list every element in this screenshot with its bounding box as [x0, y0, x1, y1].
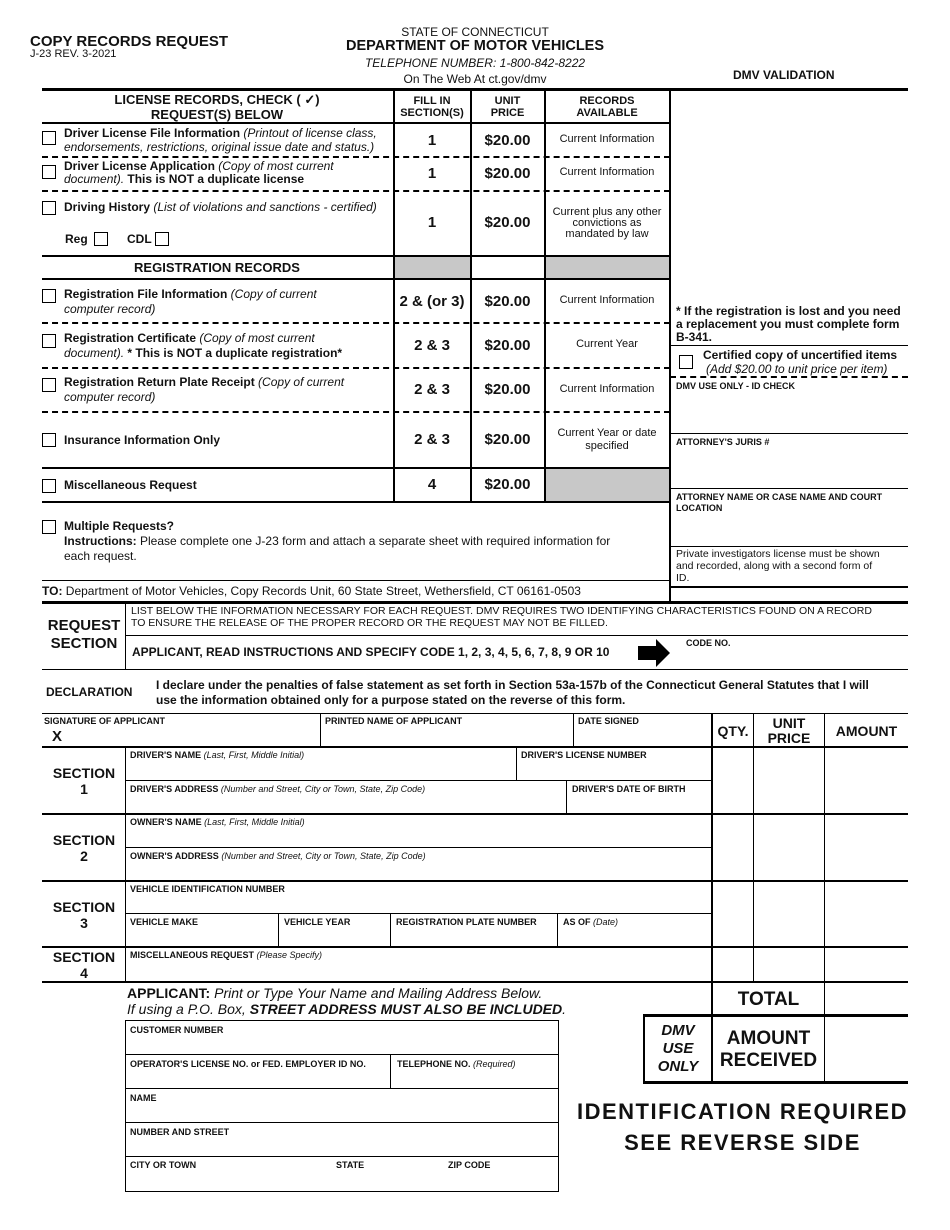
drivers-name-label: DRIVER'S NAME (Last, First, Middle Initial) [130, 750, 305, 760]
printed-name-label: PRINTED NAME OF APPLICANT [325, 716, 463, 726]
state-label[interactable]: STATE [336, 1160, 365, 1170]
owners-name-label: OWNER'S NAME (Last, First, Middle Initial) [130, 817, 305, 827]
section-rule [42, 813, 908, 815]
col-header-license: LICENSE RECORDS, CHECK ( ✓) REQUEST(S) BELOW [114, 92, 320, 122]
state-name: STATE OF CONNECTICUT [401, 25, 549, 39]
request-mid-rule [126, 635, 908, 636]
row-divider [42, 156, 670, 158]
field-rule [125, 1122, 559, 1123]
amount-received-label: AMOUNT RECEIVED [719, 1028, 818, 1071]
vin-label: VEHICLE IDENTIFICATION NUMBER [130, 884, 285, 894]
sig-divider [573, 713, 574, 746]
row-divider [42, 322, 670, 324]
certified-copy-label: Certified copy of uncertified items [703, 348, 898, 362]
col-header-fill-in: FILL IN SECTION(S) [400, 95, 464, 119]
total-label: TOTAL [737, 989, 800, 1010]
history-section: 1 [427, 214, 437, 231]
field-divider [390, 913, 391, 947]
misc-price: $20.00 [484, 476, 531, 493]
field-rule [125, 1156, 559, 1157]
dl-file-price: $20.00 [484, 132, 531, 149]
drivers-license-label: DRIVER'S LICENSE NUMBER [521, 750, 647, 760]
return-plate-price: $20.00 [484, 381, 531, 398]
field-rule [125, 1054, 559, 1055]
field-rule [126, 780, 711, 781]
dmv-use-only-label: DMV USE ONLY [657, 1022, 699, 1075]
drivers-dob-label: DRIVER'S DATE OF BIRTH [572, 784, 686, 794]
panel-rule [670, 488, 908, 489]
attorney-name-label: ATTORNEY NAME OR CASE NAME AND COURT LOCATION [676, 492, 883, 513]
declaration-text: I declare under the penalties of false statement as set forth in Section 53a-157b of the Connecticut General Statutes that I will use the information obtained only for a purpose stated on the reverse of this form. [156, 678, 869, 707]
pi-note: Private investigators license must be shown and recorded, along with a second form of ID. [676, 548, 880, 584]
dl-file-label: Driver License File Information (Printout of license class, endorsements, restrictions, original issue date and status.) [64, 126, 377, 154]
row-divider [42, 190, 670, 192]
unit-price-header: UNIT PRICE [767, 715, 811, 746]
request-list-note: LIST BELOW THE INFORMATION NECESSARY FOR EACH REQUEST. DMV REQUIRES TWO IDENTIFYING CHARACTERISTICS FOUND ON A RECORD TO ENSURE THE RELEASE OF THE PROPER RECORD OR THE REQUEST MAY NOT BE FILLED. [131, 605, 872, 629]
reg-file-available: Current Information [559, 294, 655, 306]
name-label[interactable]: NAME [130, 1093, 157, 1103]
to-line-rule [42, 580, 670, 581]
reg-cert-available: Current Year [576, 338, 638, 350]
date-signed-label: DATE SIGNED [578, 716, 639, 726]
totals-col [824, 713, 825, 1082]
header-rule [42, 122, 670, 124]
dl-file-checkbox[interactable] [42, 131, 56, 145]
totals-col [711, 713, 713, 1082]
form-revision: J-23 REV. 3-2021 [30, 48, 117, 60]
reg-file-label: Registration File Information (Copy of current computer record) [64, 287, 317, 316]
street-label[interactable]: NUMBER AND STREET [130, 1127, 230, 1137]
to-address: TO: Department of Motor Vehicles, Copy Records Unit, 60 State Street, Wethersfield, CT 06161-0503 [42, 584, 581, 598]
declaration-label: DECLARATION [46, 685, 133, 699]
field-rule [126, 913, 711, 914]
insurance-label: Insurance Information Only [64, 433, 221, 447]
history-cdl-checkbox[interactable] [155, 232, 169, 246]
registration-records-heading: REGISTRATION RECORDS [134, 260, 300, 275]
reg-file-section: 2 & (or 3) [399, 293, 465, 310]
panel-rule [670, 433, 908, 434]
return-plate-label: Registration Return Plate Receipt (Copy of current computer record) [64, 375, 345, 404]
dl-app-price: $20.00 [484, 165, 531, 182]
attorney-juris-label: ATTORNEY'S JURIS # [676, 437, 770, 447]
misc-checkbox[interactable] [42, 479, 56, 493]
zip-label[interactable]: ZIP CODE [448, 1160, 491, 1170]
history-price: $20.00 [484, 214, 531, 231]
owners-address-label: OWNER'S ADDRESS (Number and Street, City or Town, State, Zip Code) [130, 851, 426, 861]
reg-file-price: $20.00 [484, 293, 531, 310]
top-rule [42, 88, 908, 91]
vehicle-make-label: VEHICLE MAKE [130, 917, 199, 927]
return-plate-available: Current Information [559, 383, 655, 395]
misc-section: 4 [427, 476, 437, 493]
form-title: COPY RECORDS REQUEST [30, 33, 229, 50]
dl-file-available: Current Information [559, 133, 655, 145]
gray-cell [546, 257, 669, 278]
request-top-rule [42, 601, 908, 604]
section-4-label: SECTION 4 [52, 949, 116, 981]
reg-cert-price: $20.00 [484, 337, 531, 354]
section-rule [42, 946, 908, 948]
vehicle-year-label: VEHICLE YEAR [284, 917, 351, 927]
signature-top-rule [42, 713, 908, 714]
dl-file-section: 1 [427, 132, 437, 149]
field-divider [566, 780, 567, 813]
col-header-records-available: RECORDS AVAILABLE [576, 95, 638, 119]
section-3-label: SECTION 3 [52, 899, 116, 931]
applicant-instructions: APPLICANT, READ INSTRUCTIONS AND SPECIFY CODE 1, 2, 3, 4, 5, 6, 7, 8, 9 OR 10 [132, 645, 610, 659]
history-label: Driving History (List of violations and sanctions - certified) [64, 200, 377, 214]
field-rule [126, 847, 711, 848]
panel-bottom-rule [670, 586, 908, 588]
row-divider [42, 367, 670, 369]
signature-bottom-rule [42, 746, 908, 748]
city-label[interactable]: CITY OR TOWN [130, 1160, 197, 1170]
section-rule [42, 880, 908, 882]
misc-label: Miscellaneous Request [64, 478, 197, 492]
history-reg-checkbox[interactable] [94, 232, 108, 246]
return-plate-section: 2 & 3 [414, 381, 450, 398]
panel-rule [670, 376, 908, 378]
dl-app-section: 1 [427, 165, 437, 182]
misc-request-label: MISCELLANEOUS REQUEST (Please Specify) [130, 950, 323, 960]
history-reg-label: Reg [65, 232, 88, 246]
field-divider [516, 747, 517, 781]
section-2-label: SECTION 2 [52, 832, 116, 864]
certified-copy-checkbox[interactable] [679, 355, 693, 369]
row-divider [42, 411, 670, 413]
history-cdl-label: CDL [127, 232, 152, 246]
multiple-requests-checkbox[interactable] [42, 520, 56, 534]
code-no-label: CODE NO. [686, 638, 731, 648]
applicant-heading: APPLICANT: Print or Type Your Name and Mailing Address Below. If using a P.O. Box, STREET ADDRESS MUST ALSO BE INCLUDED. [127, 985, 567, 1017]
request-bottom-rule [42, 669, 908, 670]
dl-app-checkbox[interactable] [42, 165, 56, 179]
field-divider [557, 913, 558, 947]
as-of-label: AS OF (Date) [563, 917, 619, 927]
customer-number-label[interactable]: CUSTOMER NUMBER [130, 1025, 224, 1035]
gray-cell [546, 469, 669, 501]
totals-col [753, 713, 754, 982]
identification-required: IDENTIFICATION REQUIRED SEE REVERSE SIDE [576, 1099, 909, 1155]
dmv-validation-label: DMV VALIDATION [733, 68, 835, 82]
row-divider [42, 278, 670, 280]
panel-rule [670, 345, 908, 346]
multiple-requests-block: Multiple Requests? Instructions: Please complete one J-23 form and attach a separate sheet with required information for each request. [64, 519, 611, 563]
dl-app-available: Current Information [559, 166, 655, 178]
drivers-address-label: DRIVER'S ADDRESS (Number and Street, City or Town, State, Zip Code) [130, 784, 426, 794]
insurance-checkbox[interactable] [42, 433, 56, 447]
history-available: Current plus any other convictions as mandated by law [552, 206, 662, 240]
reg-file-checkbox[interactable] [42, 289, 56, 303]
lost-registration-note: * If the registration is lost and you need a replacement you must complete form B-341. [676, 304, 901, 344]
signature-x: X [52, 728, 63, 745]
request-section-label: REQUEST SECTION [47, 617, 121, 652]
section-rule [42, 981, 908, 983]
agency-name: DEPARTMENT OF MOTOR VEHICLES [345, 38, 605, 54]
total-bottom-rule [643, 1081, 908, 1084]
amount-header: AMOUNT [835, 723, 898, 739]
field-divider [390, 1054, 391, 1088]
insurance-section: 2 & 3 [414, 431, 450, 448]
website: On The Web At ct.gov/dmv [403, 72, 547, 86]
operator-license-label[interactable]: OPERATOR'S LICENSE NO. or FED. EMPLOYER ID NO. [130, 1059, 366, 1069]
telephone-label[interactable]: TELEPHONE NO. (Required) [397, 1059, 516, 1069]
certified-copy-note: (Add $20.00 to unit price per item) [706, 362, 888, 376]
id-check-label: DMV USE ONLY - ID CHECK [676, 381, 796, 391]
field-divider [278, 913, 279, 947]
qty-header: QTY. [717, 723, 749, 739]
return-plate-checkbox[interactable] [42, 378, 56, 392]
insurance-available: Current Year or date specified [557, 427, 657, 452]
section-1-label: SECTION 1 [52, 765, 116, 797]
col-header-unit-price: UNIT PRICE [490, 95, 525, 119]
row-divider [42, 501, 670, 503]
arrow-right-icon [638, 639, 670, 667]
total-rule [643, 1014, 908, 1017]
plate-number-label: REGISTRATION PLATE NUMBER [396, 917, 537, 927]
sig-divider [320, 713, 321, 746]
reg-cert-section: 2 & 3 [414, 337, 450, 354]
reg-cert-checkbox[interactable] [42, 334, 56, 348]
insurance-price: $20.00 [484, 431, 531, 448]
panel-rule [670, 546, 908, 547]
signature-label: SIGNATURE OF APPLICANT [44, 716, 165, 726]
gray-cell [395, 257, 470, 278]
telephone: TELEPHONE NUMBER: 1-800-842-8222 [364, 56, 586, 70]
reg-cert-label: Registration Certificate (Copy of most current document). * This is NOT a duplicate registration* [64, 331, 343, 360]
dl-app-label: Driver License Application (Copy of most current document). This is NOT a duplicate license [64, 159, 334, 186]
field-rule [125, 1088, 559, 1089]
history-checkbox[interactable] [42, 201, 56, 215]
